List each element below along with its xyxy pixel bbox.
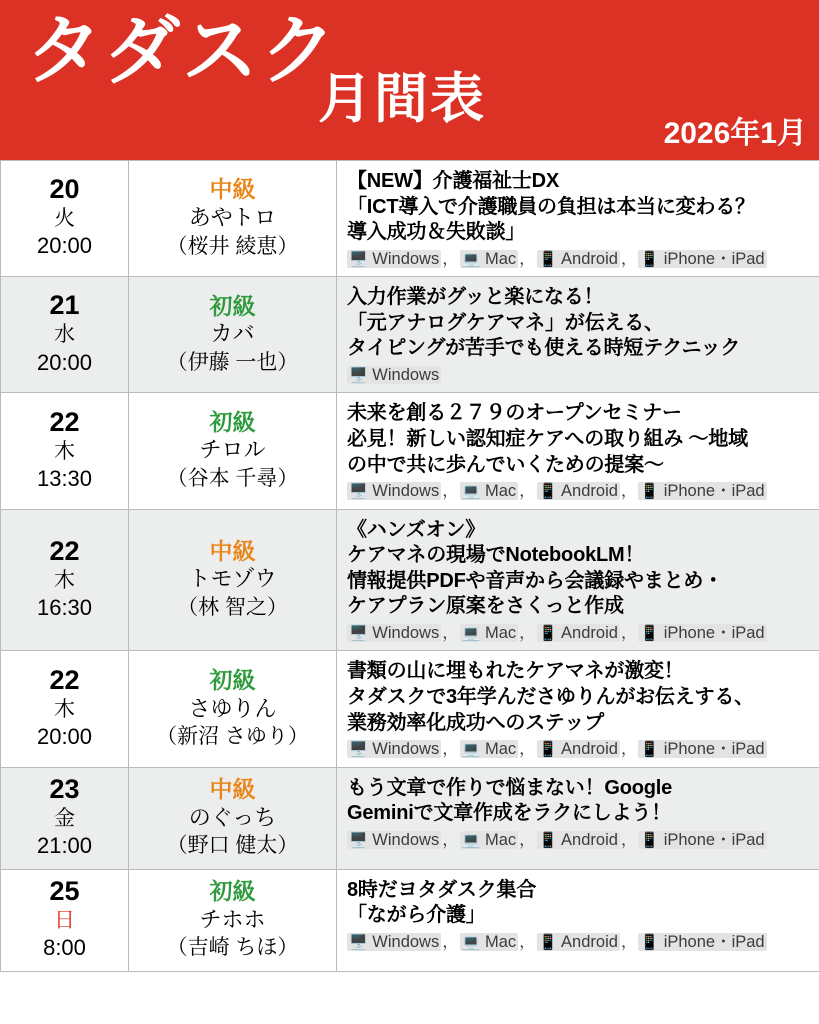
session-title-line: 入力作業がグッと楽になる！ <box>347 286 604 309</box>
platform-label: Android <box>561 932 618 951</box>
platform-separator: ， <box>620 932 638 951</box>
mac-icon: 💻 <box>461 250 481 268</box>
platform-label: Android <box>561 482 618 501</box>
period-label: 2026年1月 <box>663 117 807 150</box>
platform-separator: ， <box>442 482 459 501</box>
schedule-speaker-cell <box>129 393 337 509</box>
session-title-line: ケアプラン原案をさくっと作成 <box>347 595 624 618</box>
schedule-speaker-cell <box>129 277 337 393</box>
platform-list <box>347 365 811 386</box>
platform-separator: ， <box>620 740 638 759</box>
platform-separator: ， <box>519 932 536 951</box>
session-title-line: 未来を創る２７９のオープンセミナー <box>347 402 682 425</box>
date-time: 21:00 <box>36 833 93 859</box>
mac-icon: 💻 <box>461 933 481 951</box>
date-weekday: 火 <box>54 207 75 231</box>
platform-list <box>347 623 811 644</box>
platform-label: Android <box>561 624 618 643</box>
date-day: 22 <box>49 535 80 566</box>
speaker-nickname: のぐっち <box>188 804 277 830</box>
platform-label: Android <box>561 830 618 849</box>
date-weekday: 日 <box>54 908 75 932</box>
platform-separator: ， <box>442 830 459 849</box>
iphone-icon: 📱 <box>640 250 660 268</box>
date-weekday: 金 <box>54 806 75 830</box>
android-icon: 📱 <box>538 933 558 951</box>
platform-label: Windows <box>372 830 440 849</box>
schedule-detail-cell <box>337 393 819 509</box>
speaker-name: （伊藤 一也） <box>166 350 299 374</box>
schedule-speaker-cell <box>129 651 337 767</box>
speaker-nickname: チロル <box>199 437 266 463</box>
date-day: 25 <box>49 875 80 906</box>
schedule-speaker-cell <box>129 869 337 971</box>
platform-list <box>347 739 811 760</box>
table-row[interactable] <box>1 393 819 509</box>
platform-label: iPhone・iPad <box>663 932 765 951</box>
platform-windows <box>347 250 441 268</box>
speaker-name: （林 智之） <box>177 596 288 620</box>
platform-label: iPhone・iPad <box>663 624 765 643</box>
platform-iphone <box>638 933 766 951</box>
platform-separator: ， <box>442 624 459 643</box>
platform-label: iPhone・iPad <box>663 740 765 759</box>
platform-label: Windows <box>372 366 440 384</box>
schedule-date-cell <box>1 767 129 869</box>
platform-label: Mac <box>485 624 517 643</box>
windows-icon: 🖥️ <box>349 250 368 268</box>
platform-windows <box>347 933 441 951</box>
session-title-line: 【NEW】介護福祉士DX <box>347 170 560 192</box>
platform-iphone <box>638 740 766 758</box>
table-row[interactable] <box>1 277 819 393</box>
date-day: 22 <box>49 406 80 437</box>
schedule-detail-cell <box>337 161 819 277</box>
platform-list <box>347 830 811 851</box>
platform-windows <box>347 366 441 384</box>
platform-windows <box>347 740 441 758</box>
windows-icon: 🖥️ <box>349 933 368 951</box>
platform-list <box>347 481 811 502</box>
session-title-line: 8時だヨタダスク集合 <box>347 878 537 901</box>
page-subtitle: 月間表 <box>318 69 486 129</box>
platform-separator: ， <box>442 249 459 268</box>
page-title: タダスク <box>26 9 338 94</box>
android-icon: 📱 <box>538 741 558 759</box>
level-badge: 中級 <box>209 537 256 564</box>
speaker-name: （谷本 千尋） <box>166 467 299 491</box>
windows-icon: 🖥️ <box>349 625 368 643</box>
session-title-line: 「ながら介護」 <box>347 904 486 927</box>
android-icon: 📱 <box>538 250 558 268</box>
platform-android <box>537 624 620 642</box>
session-title-line: 情報提供PDFや音声から会議録やまとめ・ <box>347 569 723 592</box>
platform-iphone <box>638 831 766 849</box>
speaker-name: （新沼 さゆり） <box>156 725 309 749</box>
level-badge: 中級 <box>209 775 256 802</box>
platform-android <box>537 482 620 500</box>
table-row[interactable] <box>1 869 819 971</box>
level-badge: 初級 <box>209 666 256 693</box>
session-title-line: 「元アナログケアマネ」が伝える、 <box>347 311 664 334</box>
level-badge: 中級 <box>209 176 256 203</box>
session-title-line: Geminiで文章作成をラクにしよう！ <box>347 802 671 825</box>
windows-icon: 🖥️ <box>349 483 368 501</box>
platform-android <box>537 740 620 758</box>
date-weekday: 木 <box>54 697 75 721</box>
platform-mac <box>460 933 518 951</box>
schedule-detail-cell <box>337 277 819 393</box>
mac-icon: 💻 <box>461 625 481 643</box>
schedule-date-cell <box>1 651 129 767</box>
schedule-speaker-cell <box>129 509 337 651</box>
session-title-line: 業務効率化成功へのステップ <box>347 711 604 734</box>
iphone-icon: 📱 <box>640 831 660 849</box>
date-weekday: 木 <box>54 568 75 592</box>
platform-separator: ， <box>519 249 536 268</box>
schedule-date-cell <box>1 393 129 509</box>
platform-iphone <box>638 482 766 500</box>
schedule-speaker-cell <box>129 161 337 277</box>
android-icon: 📱 <box>538 483 558 501</box>
mac-icon: 💻 <box>461 741 481 759</box>
platform-windows <box>347 831 441 849</box>
speaker-name: （吉崎 ちほ） <box>166 936 299 960</box>
platform-mac <box>460 831 518 849</box>
page-header <box>0 0 819 160</box>
schedule-detail-cell <box>337 767 819 869</box>
platform-separator: ， <box>620 830 638 849</box>
schedule-date-cell <box>1 161 129 277</box>
table-row[interactable] <box>1 767 819 869</box>
platform-windows <box>347 482 441 500</box>
table-row[interactable] <box>1 651 819 767</box>
level-badge: 初級 <box>209 877 256 904</box>
table-row[interactable] <box>1 161 819 277</box>
windows-icon: 🖥️ <box>349 367 368 384</box>
android-icon: 📱 <box>538 831 558 849</box>
iphone-icon: 📱 <box>640 483 660 501</box>
session-title-line: 導入成功＆失敗談」 <box>347 221 526 244</box>
platform-label: Mac <box>485 482 517 501</box>
session-title-line: ケアマネの現場でNotebookLM！ <box>347 544 645 567</box>
session-title-line: タイピングが苦手でも使える時短テクニック <box>347 337 741 360</box>
platform-separator: ， <box>519 740 536 759</box>
session-title-line: 書類の山に埋もれたケアマネが激変！ <box>347 660 684 683</box>
date-time: 13:30 <box>36 465 93 491</box>
platform-label: Windows <box>372 932 440 951</box>
iphone-icon: 📱 <box>640 741 660 759</box>
platform-separator: ， <box>442 932 459 951</box>
schedule-detail-cell <box>337 869 819 971</box>
platform-label: Windows <box>372 624 440 643</box>
platform-mac <box>460 250 518 268</box>
session-title-line: の中で共に歩んでいくための提案〜 <box>347 453 664 476</box>
date-day: 23 <box>49 773 80 804</box>
schedule-detail-cell <box>337 509 819 651</box>
platform-separator: ， <box>620 482 638 501</box>
speaker-nickname: カバ <box>210 321 255 347</box>
platform-label: iPhone・iPad <box>663 249 765 268</box>
platform-label: Mac <box>485 249 517 268</box>
date-day: 22 <box>49 664 80 695</box>
platform-iphone <box>638 624 766 642</box>
platform-label: iPhone・iPad <box>663 830 765 849</box>
date-day: 21 <box>49 290 80 321</box>
schedule-date-cell <box>1 277 129 393</box>
date-weekday: 水 <box>54 323 75 347</box>
platform-android <box>537 831 620 849</box>
platform-list <box>347 932 811 953</box>
schedule-table <box>0 160 819 972</box>
session-title-line: 「ICT導入で介護職員の負担は本当に変わる？ <box>347 195 755 218</box>
iphone-icon: 📱 <box>640 625 660 643</box>
platform-label: Android <box>561 740 618 759</box>
platform-android <box>537 250 620 268</box>
date-time: 16:30 <box>36 594 93 620</box>
date-time: 20:00 <box>36 723 93 749</box>
mac-icon: 💻 <box>461 483 481 501</box>
platform-label: Windows <box>372 249 440 268</box>
platform-label: Mac <box>485 830 517 849</box>
platform-separator: ， <box>519 830 536 849</box>
speaker-name: （野口 健太） <box>166 834 299 858</box>
platform-mac <box>460 740 518 758</box>
windows-icon: 🖥️ <box>349 741 368 759</box>
level-badge: 初級 <box>209 292 256 319</box>
schedule-detail-cell <box>337 651 819 767</box>
platform-separator: ， <box>442 740 459 759</box>
session-title-line: タダスクで3年学んださゆりんがお伝えする、 <box>347 686 754 709</box>
platform-label: Android <box>561 249 618 268</box>
platform-android <box>537 933 620 951</box>
speaker-name: （桜井 綾恵） <box>166 234 299 258</box>
platform-windows <box>347 624 441 642</box>
speaker-nickname: あやトロ <box>188 205 277 231</box>
table-row[interactable] <box>1 509 819 651</box>
platform-mac <box>460 624 518 642</box>
platform-label: iPhone・iPad <box>663 482 765 501</box>
windows-icon: 🖥️ <box>349 831 368 849</box>
speaker-nickname: チホホ <box>199 906 266 932</box>
schedule-date-cell <box>1 509 129 651</box>
android-icon: 📱 <box>538 625 558 643</box>
platform-label: Windows <box>372 740 440 759</box>
platform-list <box>347 249 811 270</box>
schedule-date-cell <box>1 869 129 971</box>
speaker-nickname: さゆりん <box>188 695 277 721</box>
platform-label: Mac <box>485 932 517 951</box>
platform-separator: ， <box>519 482 536 501</box>
platform-separator: ， <box>620 249 638 268</box>
date-day: 20 <box>49 174 80 205</box>
level-badge: 初級 <box>209 408 256 435</box>
platform-mac <box>460 482 518 500</box>
mac-icon: 💻 <box>461 831 481 849</box>
date-weekday: 木 <box>54 439 75 463</box>
session-title-line: 《ハンズオン》 <box>347 518 485 541</box>
platform-label: Mac <box>485 740 517 759</box>
platform-separator: ， <box>620 624 638 643</box>
date-time: 20:00 <box>36 233 93 259</box>
schedule-speaker-cell <box>129 767 337 869</box>
platform-label: Windows <box>372 482 440 501</box>
platform-iphone <box>638 250 766 268</box>
date-time: 20:00 <box>36 349 93 375</box>
iphone-icon: 📱 <box>640 933 660 951</box>
platform-separator: ， <box>519 624 536 643</box>
date-time: 8:00 <box>43 934 86 960</box>
session-title-line: 必見！新しい認知症ケアへの取り組み 〜地域 <box>347 428 748 451</box>
speaker-nickname: トモゾウ <box>188 566 277 592</box>
session-title-line: もう文章で作りで悩まない！Google <box>347 776 673 799</box>
